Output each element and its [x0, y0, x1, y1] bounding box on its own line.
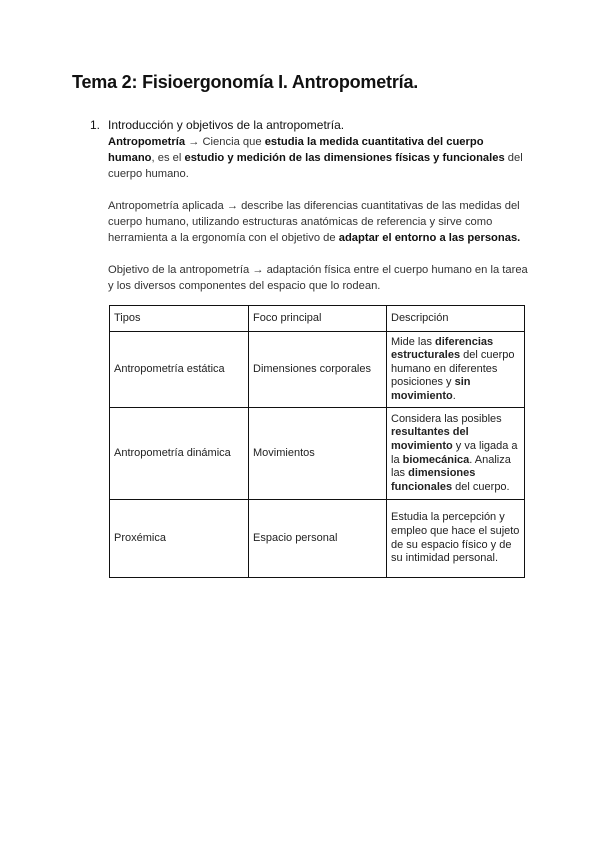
text-fragment: del cuerpo humano en diferentes posiciones y: [391, 349, 515, 389]
table-cell-tipo: Antropometría estática: [110, 332, 249, 408]
emphasis: biomecánica: [402, 453, 470, 466]
emphasis-estudio: estudio y medición de las dimensiones físicas y funcionales: [184, 152, 505, 164]
table-cell-descripcion: [387, 332, 525, 408]
table-cell-descripcion: [387, 408, 525, 500]
text-fragment: .: [452, 389, 456, 402]
table-row: [110, 332, 525, 408]
emphasis: dimensiones funcionales: [391, 467, 476, 493]
table-header-cell: Tipos: [110, 306, 249, 332]
section-heading: [90, 118, 528, 132]
text-fragment: del cuerpo humano.: [108, 152, 523, 180]
section-number: 1.: [90, 118, 101, 132]
paragraph-objective: Objetivo de la antropometría → adaptación física entre el cuerpo humano en la tarea y los diversos componentes del espacio que lo rodean.: [108, 264, 528, 292]
table-header-cell: Foco principal: [249, 306, 387, 332]
text-fragment: Antropometría aplicada → describe las diferencias cuantitativas de las medidas del cuerpo humano, utilizando estructuras anatómicas de referencia y sirve como herramienta a la ergonomía con el objetivo de: [108, 200, 520, 244]
table-header-row: [110, 306, 525, 332]
table-cell-tipo: Proxémica: [110, 500, 249, 578]
antropometria-table: [109, 305, 525, 578]
text-fragment: y va ligada a la: [391, 439, 518, 466]
emphasis-adaptar: adaptar el entorno a las personas.: [338, 232, 521, 244]
text-fragment: del cuerpo.: [452, 480, 510, 493]
table-cell-tipo: Antropometría dinámica: [110, 408, 249, 500]
text-fragment: → Ciencia que: [185, 136, 265, 148]
document-title: Tema 2: Fisioergonomía I. Antropometría.: [72, 72, 419, 92]
emphasis: sin movimiento: [391, 376, 471, 402]
text-fragment: Considera las posibles: [391, 412, 502, 425]
table-cell-foco: Dimensiones corporales: [249, 332, 387, 408]
emphasis-medida: estudia la medida cuantitativa del cuerpo humano: [108, 136, 484, 164]
table-row: [110, 408, 525, 500]
text-fragment: . Analiza las: [391, 453, 511, 480]
table-header-cell: Descripción: [387, 306, 525, 332]
text-fragment: , es el: [151, 152, 185, 164]
paragraph-definition: [108, 134, 528, 182]
table-cell-foco: Espacio personal: [249, 500, 387, 578]
emphasis: resultantes del movimiento: [391, 426, 469, 452]
section-heading-text: Introducción y objetivos de la antropometría.: [108, 118, 345, 132]
table-cell-descripcion: Estudia la percepción y empleo que hace el sujeto de su espacio físico y de su intimidad personal.: [387, 500, 525, 578]
emphasis: diferencias estructurales: [391, 335, 494, 362]
text-fragment: Mide las: [391, 335, 436, 348]
section-introduccion: [90, 118, 528, 294]
paragraph-applied: [108, 198, 528, 246]
table-row: [110, 500, 525, 578]
table-cell-foco: Movimientos: [249, 408, 387, 500]
term-antropometria: Antropometría: [108, 136, 186, 148]
